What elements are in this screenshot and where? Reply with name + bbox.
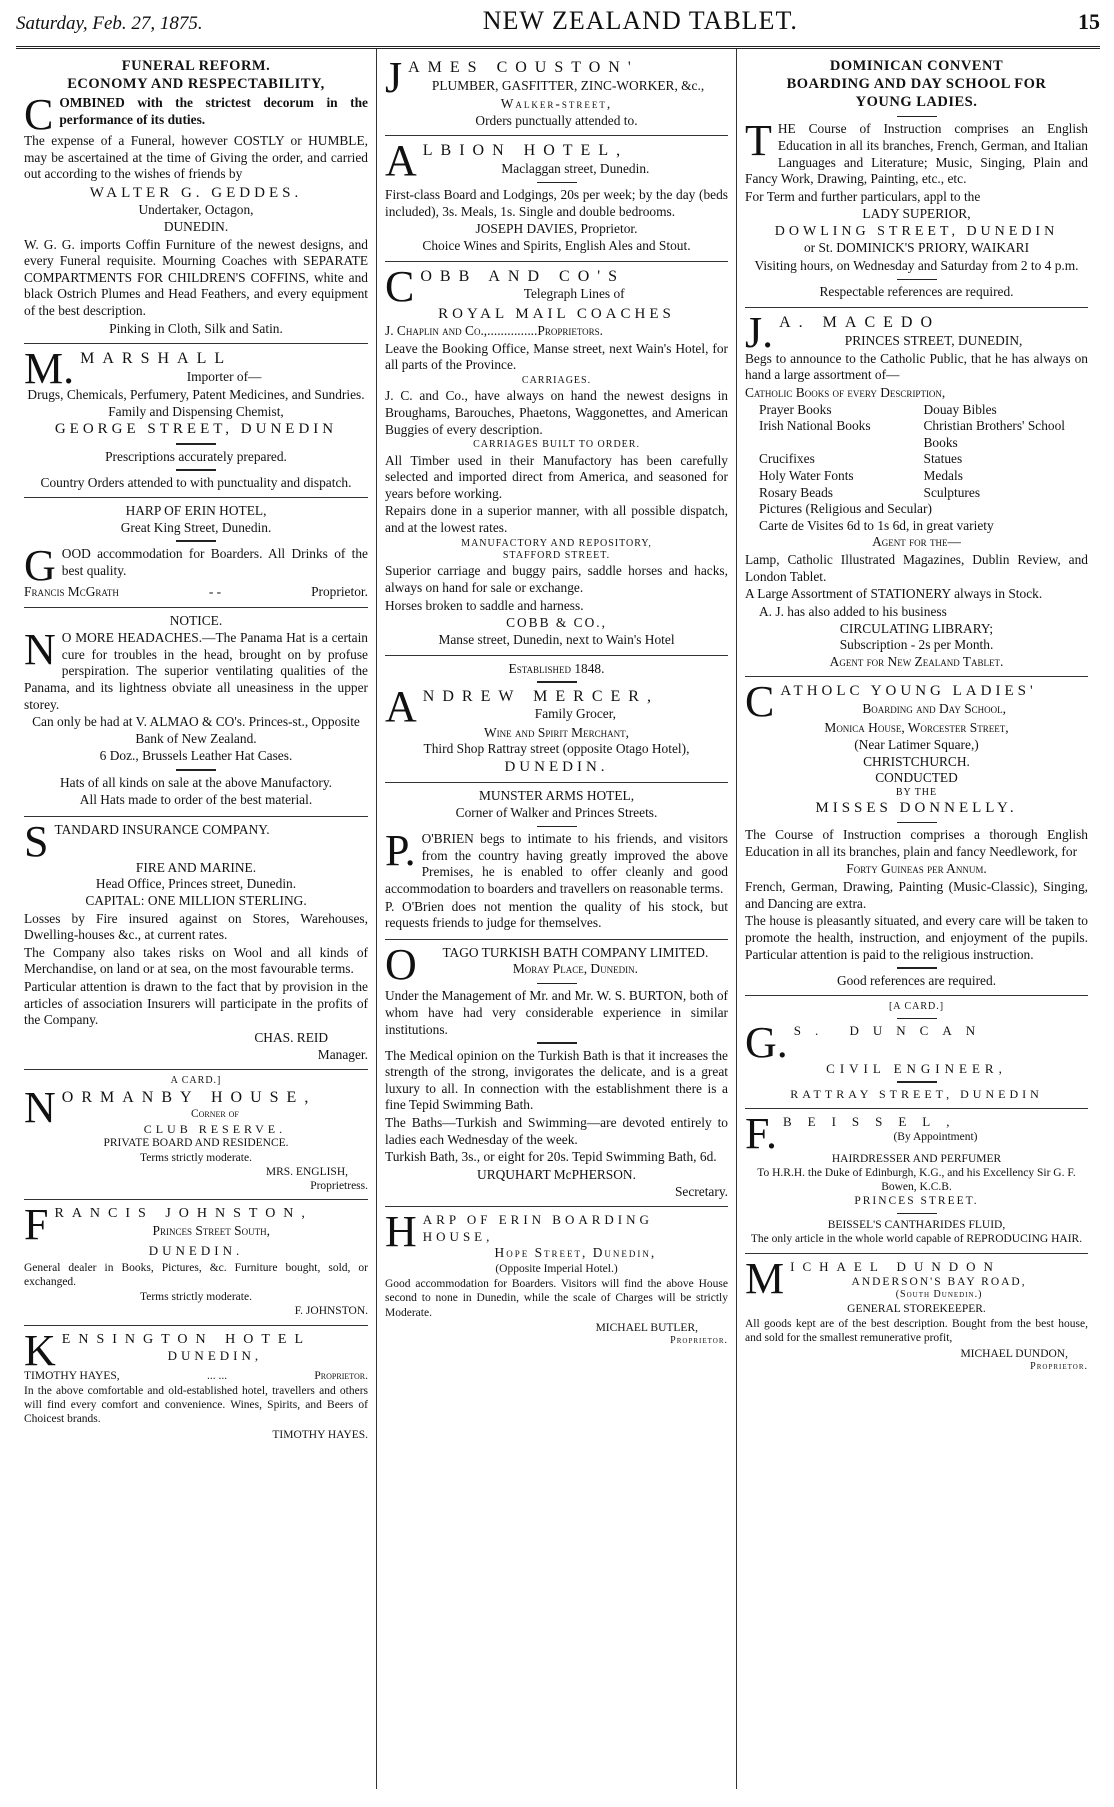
ad-line: (South Dunedin.) <box>895 1289 983 1301</box>
ad-turkish-bath <box>385 940 728 1207</box>
ad-line: HAIRDRESSER AND PERFUMER <box>831 1152 1002 1165</box>
ad-duncan <box>745 996 1088 1108</box>
ad-line: Undertaker, Octagon, <box>138 202 254 218</box>
ad-text: First-class Board and Lodgings, 20s per week; by the day (beds included), 3s. Meals, 1s. Single and double bedrooms. <box>385 187 728 219</box>
divider <box>537 1042 577 1044</box>
ad-signature: URQUHART McPHERSON. <box>477 1166 636 1182</box>
divider <box>176 443 216 445</box>
ad-text: Country Orders attended to with punctuality and dispatch. <box>40 474 352 490</box>
ad-line: ANDERSON'S BAY ROAD, <box>851 1276 1027 1289</box>
drop-cap: A <box>385 681 417 731</box>
ad-line: Pictures (Religious and Secular) <box>759 501 932 517</box>
issue-date: Saturday, Feb. 27, 1875. <box>16 13 203 34</box>
ad-text: HE Course of Instruction comprises an English Education in all its branches, French, German, and Italian Languages and Literature; Music, Singing, Plain and Fancy Work, Drawing, Painting, etc., etc. <box>745 121 1088 187</box>
ad-text: Terms strictly moderate. <box>140 1291 252 1304</box>
ad-text: Begs to announce to the Catholic Public, that he has always on hand a large assortment of— <box>745 350 1088 383</box>
ad-line: To H.R.H. the Duke of Edinburgh, K.G., and his Excellency Sir G. F. Bowen, K.C.B. <box>757 1166 1076 1194</box>
ad-heading: CARRIAGES. <box>521 375 592 387</box>
ad-title: NOTICE. <box>169 612 223 628</box>
divider <box>897 1081 937 1083</box>
ad-andrew-mercer <box>385 656 728 784</box>
divider <box>897 1018 937 1020</box>
drop-cap: N <box>24 1082 56 1132</box>
drop-cap: J <box>385 53 403 102</box>
ad-address: PRINCES STREET, DUNEDIN, <box>844 332 1023 348</box>
ad-line: Drugs, Chemicals, Perfumery, Patent Medicines, and Sundries. Family and Dispensing Chemist, <box>27 387 365 419</box>
ad-heading: Agent for the— <box>872 534 961 550</box>
ad-catholic-young-ladies <box>745 677 1088 996</box>
ad-line: DUNEDIN, <box>167 1347 263 1363</box>
ad-text: The Course of Instruction comprises a thorough English Education in all its branches, plain and fancy Needlework, for <box>745 827 1088 859</box>
ad-macedo <box>745 308 1088 678</box>
ad-line: PLUMBER, GASFITTER, ZINC-WORKER, &c., <box>431 77 705 93</box>
ad-role: Manager. <box>317 1046 368 1062</box>
ad-line: (Opposite Imperial Hotel.) <box>495 1262 618 1275</box>
ad-heading: CIRCULATING LIBRARY; <box>839 620 994 636</box>
ad-signature: COBB & CO., <box>506 615 607 631</box>
ad-text: Repairs done in a superior manner, with all possible dispatch, and at the lowest rates. <box>385 503 728 536</box>
drop-cap: N <box>24 625 56 675</box>
ad-heading: CARRIAGES BUILT TO ORDER. <box>473 439 640 451</box>
ad-text: Prescriptions accurately prepared. <box>105 448 287 464</box>
ad-normanby-house <box>24 1070 368 1200</box>
ad-name: NDREW MERCER, <box>422 687 659 705</box>
ad-text: W. G. G. imports Coffin Furniture of the newest designs, and every Funeral requisite. Mourning Coaches with SEPARATE COMPARTMENTS FOR CHILDREN'S COFFINS, white and black Ostrich Plumes and Head Feathers, and every equipment of the best description. <box>24 236 368 319</box>
ad-text: Hats of all kinds on sale at the above Manufactory. <box>59 774 333 790</box>
ad-name: BEISSEL, <box>782 1113 966 1129</box>
divider <box>176 540 216 542</box>
ad-title: DOMINICAN CONVENT <box>829 58 1004 74</box>
ad-name: ORMANBY HOUSE, <box>61 1088 317 1106</box>
ad-line: MISSES DONNELLY. <box>815 800 1018 817</box>
ad-text: Leave the Booking Office, Manse street, next Wain's Hotel, for all parts of the Province. <box>385 340 728 373</box>
ad-text: All goods kept are of the best description. Bought from the best house, and sold for the smallest remunerative profit, <box>745 1318 1088 1345</box>
ad-text: The Baths—Turkish and Swimming—are devoted entirely to ladies each Wednesday of the week. <box>385 1115 728 1147</box>
list-item: Statues <box>923 451 963 467</box>
divider <box>897 967 937 969</box>
ad-role: Proprietor. <box>1030 1360 1088 1372</box>
ad-standard-insurance <box>24 817 368 1070</box>
ad-text: Superior carriage and buggy pairs, saddle horses and hacks, always on hand for sale or exchange. <box>385 563 728 596</box>
ad-harp-boarding-house <box>385 1207 728 1353</box>
ad-address: Great King Street, Dunedin. <box>120 519 272 535</box>
ad-text: The house is pleasantly situated, and every care will be taken to promote the health, instruction, and enjoyment of the pupils. Particular attention is paid to the religious instruction. <box>745 913 1088 962</box>
ad-text: P. O'Brien does not mention the quality of his stock, but requests friends to judge for themselves. <box>385 898 728 931</box>
ad-title: BOARDING AND DAY SCHOOL FOR <box>786 75 1047 92</box>
ad-text: Forty Guineas per Annum. <box>846 861 987 877</box>
card-label: A CARD.] <box>170 1075 222 1087</box>
ad-text: 6 Doz., Brussels Leather Hat Cases. <box>99 748 293 764</box>
ad-line: DUNEDIN. <box>148 1243 244 1259</box>
dots: - - <box>208 583 222 599</box>
ad-text: The expense of a Funeral, however COSTLY or HUMBLE, may be ascertained at the time of Giving the order, and carried out according to the wishes of friends by <box>24 132 368 182</box>
ad-address: GEORGE STREET, DUNEDIN <box>54 421 338 438</box>
ad-text: J. C. and Co., have always on hand the newest designs in Broughams, Barouches, Phaetons, Waggonettes, and American Buggies of every description. <box>385 388 728 437</box>
ad-james-couston <box>385 53 728 136</box>
ad-title: YOUNG LADIES. <box>855 93 978 110</box>
ad-albion-hotel <box>385 136 728 261</box>
ad-signature: TIMOTHY HAYES. <box>272 1428 368 1441</box>
ad-line: (Near Latimer Square,) <box>854 736 979 752</box>
ad-text: Can only be had at V. ALMAO & CO's. Princes-st., Opposite Bank of New Zealand. <box>32 714 360 746</box>
drop-cap: M. <box>24 344 75 394</box>
ad-line: DUNEDIN. <box>163 218 229 234</box>
columns <box>16 49 1100 1789</box>
ad-line: or St. DOMINICK'S PRIORY, WAIKARI <box>803 240 1030 256</box>
ad-name: ICHAEL DUNDON <box>790 1258 1001 1274</box>
drop-cap: C <box>385 261 415 311</box>
list-item: Holy Water Fonts <box>759 468 854 484</box>
list-item: Christian Brothers' School Books <box>923 418 1066 450</box>
ad-line: Corner of <box>190 1108 239 1121</box>
ad-text: O MORE HEADACHES.—The Panama Hat is a certain cure for troubles in the head, brought on by profuse perspiration. The superior ventilating qualities of the Panama, and its lightness obviate all uneasiness in the upper storey. <box>24 630 368 712</box>
ad-text: Under the Management of Mr. and Mr. W. S. BURTON, both of whom have had very considerable experience in similar institutions. <box>385 988 728 1037</box>
drop-cap: F. <box>745 1108 777 1158</box>
ad-harp-of-erin <box>24 498 368 607</box>
ad-francis-johnston <box>24 1200 368 1325</box>
ad-name: LBION HOTEL, <box>422 142 629 160</box>
ad-line: Monica House, Worcester Street, <box>824 720 1009 736</box>
ad-name: ENSINGTON HOTEL <box>61 1331 312 1347</box>
divider <box>176 469 216 471</box>
ad-text: Pinking in Cloth, Silk and Satin. <box>109 320 283 336</box>
ad-line: PRIVATE BOARD AND RESIDENCE. <box>103 1137 289 1150</box>
ad-text: A Large Assortment of STATIONERY always in Stock. <box>745 586 1043 602</box>
ad-munster-arms <box>385 783 728 939</box>
ad-text: All Hats made to order of the best material. <box>79 792 313 808</box>
ad-line: RATTRAY STREET, DUNEDIN <box>790 1086 1043 1101</box>
ad-line: CIVIL ENGINEER, <box>826 1061 1007 1077</box>
ad-line: DOWLING STREET, DUNEDIN <box>774 224 1059 240</box>
divider <box>537 182 577 184</box>
newspaper-title: NEW ZEALAND TABLET. <box>482 6 798 35</box>
ad-lead: OMBINED with the strictest decorum in the performance of its duties. <box>59 94 368 127</box>
ad-line: Terms strictly moderate. <box>140 1151 252 1164</box>
ad-line: Third Shop Rattray street (opposite Otago Hotel), <box>423 741 690 757</box>
ad-marshall <box>24 344 368 498</box>
ad-heading: Catholic Books of every Description, <box>745 384 946 400</box>
ad-line: Orders punctually attended to. <box>475 112 638 128</box>
ad-line: Importer of— <box>186 369 262 385</box>
ad-heading: MANUFACTORY AND REPOSITORY, <box>461 537 652 549</box>
ad-line: Walker-street, <box>500 96 613 111</box>
ad-signature: F. JOHNSTON. <box>294 1305 368 1318</box>
ad-text: Good references are required. <box>836 972 997 988</box>
ad-notice <box>24 608 368 817</box>
drop-cap: G <box>24 540 56 590</box>
proprietor-name: TIMOTHY HAYES, <box>24 1369 120 1382</box>
divider <box>176 769 216 771</box>
drop-cap: F <box>24 1200 49 1250</box>
ad-text: Good accommodation for Boarders. Visitors will find the above House second to none in Dunedin, while the scale of Charges will be strictly Moderate. <box>385 1278 728 1319</box>
ad-beissel <box>745 1109 1088 1254</box>
ad-cobb-and-co <box>385 262 728 656</box>
ad-text: For Term and further particulars, appl to the <box>745 188 981 204</box>
ad-subtitle: FIRE AND MARINE. <box>135 859 257 875</box>
drop-cap: J. <box>745 307 774 357</box>
page-number: 15 <box>1078 9 1100 34</box>
ad-line: CLUB RESERVE. <box>143 1121 287 1136</box>
ad-text: Choice Wines and Spirits, English Ales and Stout. <box>422 237 691 253</box>
drop-cap: T <box>745 116 772 166</box>
ad-text: General dealer in Books, Pictures, &c. Furniture bought, sold, or exchanged. <box>24 1261 368 1288</box>
ad-michael-dundon <box>745 1254 1088 1380</box>
divider <box>537 983 577 985</box>
ad-text: O'BRIEN begs to intimate to his friends, and visitors from the country having greatly improved the above Premises, he is enabled to offer cleanly and good accommodation to boarders and travellers on reasonable terms. <box>385 831 728 896</box>
ad-line: CHRISTCHURCH. <box>863 753 970 769</box>
ad-line: The only article in the whole world capable of REPRODUCING HAIR. <box>750 1233 1083 1246</box>
ad-line: Wine and Spirit Merchant, <box>484 724 629 740</box>
list-item: Medals <box>923 468 963 484</box>
ad-text: The Medical opinion on the Turkish Bath is that it increases the strength of the strong, invigorates the delicate, and is a great luxury to all. In connection with the establishment there is a fine Tepid Swimming Bath. <box>385 1047 728 1113</box>
ad-name: ARP OF ERIN BOARDING HOUSE, <box>422 1212 653 1244</box>
ad-text: French, German, Drawing, Painting (Music-Classic), Singing, and Dancing are extra. <box>745 879 1088 911</box>
ad-signature: CHAS. REID <box>254 1029 328 1045</box>
ad-line: LADY SUPERIOR, <box>862 206 971 222</box>
ad-text: OOD accommodation for Boarders. All Drinks of the best quality. <box>61 545 368 578</box>
ad-line: CAPITAL: ONE MILLION STERLING. <box>85 893 307 909</box>
divider <box>897 822 937 824</box>
ad-title: MUNSTER ARMS HOTEL, <box>478 788 635 804</box>
ad-title: HARP OF ERIN HOTEL, <box>125 503 267 519</box>
ad-text: Particular attention is drawn to the fact that by provision in the articles of association Insurers will participate in the profits of the Company. <box>24 979 368 1028</box>
ad-role: Proprietress. <box>310 1180 368 1193</box>
drop-cap: S <box>24 816 49 866</box>
drop-cap: G. <box>745 1018 788 1068</box>
drop-cap: K <box>24 1325 56 1375</box>
page-header <box>16 6 1100 49</box>
ad-name: RANCIS JOHNSTON, <box>54 1206 313 1222</box>
ad-line: BY THE <box>895 786 938 798</box>
ad-line: (By Appointment) <box>893 1131 978 1144</box>
ad-subtitle: ECONOMY AND RESPECTABILITY, <box>67 75 325 92</box>
card-label: [A CARD.] <box>888 1001 945 1013</box>
ad-line: CONDUCTED <box>875 770 958 786</box>
ad-line: Corner of Walker and Princes Streets. <box>455 805 658 821</box>
ad-line: Family Grocer, <box>534 706 617 722</box>
item-list <box>745 402 1088 502</box>
ad-line: Head Office, Princes street, Dunedin. <box>95 876 297 892</box>
drop-cap: M <box>745 1253 785 1303</box>
ad-line: GENERAL STOREKEEPER. <box>847 1302 986 1315</box>
ad-kensington-hotel <box>24 1326 368 1448</box>
ad-signature: MICHAEL BUTLER, <box>595 1321 698 1334</box>
ad-text: Turkish Bath, 3s., or eight for 20s. Tepid Swimming Bath, 6d. <box>385 1149 717 1165</box>
ad-name: AMES COUSTON' <box>408 59 639 76</box>
ad-line: Princes Street South, <box>152 1222 270 1238</box>
ad-name: A. MACEDO <box>779 313 941 331</box>
ad-title: TANDARD INSURANCE COMPANY. <box>54 821 270 837</box>
ad-text: Respectable references are required. <box>819 284 1014 300</box>
ad-text: Manse street, Dunedin, next to Wain's Hotel <box>438 631 675 647</box>
drop-cap: O <box>385 939 417 989</box>
ad-title: TAGO TURKISH BATH COMPANY LIMITED. <box>442 944 709 960</box>
ad-text: Lamp, Catholic Illustrated Magazines, Dublin Review, and London Tablet. <box>745 552 1088 584</box>
column-1 <box>16 49 376 1789</box>
ad-title: FUNERAL REFORM. <box>121 58 271 74</box>
ad-name: MARSHALL <box>80 350 233 368</box>
list-item: Rosary Beads <box>759 484 834 500</box>
column-2 <box>376 49 736 1789</box>
ad-signature: MICHAEL DUNDON, <box>960 1347 1068 1360</box>
ad-text: The Company also takes risks on Wool and all kinds of Merchandise, on land or at sea, on the most favourable terms. <box>24 944 368 977</box>
ad-dominican-convent <box>745 53 1088 308</box>
ad-established: Established 1848. <box>508 660 605 676</box>
ad-text: All Timber used in their Manufactory has been carefully selected and imported direct from America, and seasoned for years before working. <box>385 452 728 501</box>
ad-text: Visiting hours, on Wednesday and Saturday from 2 to 4 p.m. <box>754 258 1079 274</box>
ad-line: Boarding and Day School, <box>862 700 1006 716</box>
ad-line: J. Chaplin and Co.,...............Proprietors. <box>385 323 604 339</box>
proprietor-name: Francis McGrath <box>24 583 119 599</box>
list-item: Douay Bibles <box>923 401 997 417</box>
list-item: Sculptures <box>923 484 981 500</box>
drop-cap: C <box>745 677 775 727</box>
ad-line: Moray Place, Dunedin. <box>512 961 638 977</box>
proprietor-role: Proprietor. <box>311 583 368 599</box>
ad-text: Losses by Fire insured against on Stores, Warehouses, Dwelling-houses &c., at current rates. <box>24 910 368 943</box>
ad-name: S. DUNCAN <box>793 1023 990 1039</box>
ad-text: Subscription - 2s per Month. <box>839 637 994 653</box>
ad-line: ROYAL MAIL COACHES <box>438 305 675 322</box>
list-item: Irish National Books <box>759 418 871 434</box>
drop-cap: A <box>385 136 417 186</box>
ad-text: Horses broken to saddle and harness. <box>385 597 584 613</box>
drop-cap: C <box>24 89 54 139</box>
ad-line: Telegraph Lines of <box>523 286 625 302</box>
ad-line: Maclaggan street, Dunedin. <box>501 161 650 177</box>
ad-funeral-reform <box>24 53 368 344</box>
divider <box>897 1213 937 1215</box>
ad-text: Agent for New Zealand Tablet. <box>829 653 1004 669</box>
ad-line: PRINCES STREET. <box>854 1195 979 1208</box>
drop-cap: H <box>385 1207 417 1257</box>
ad-text: In the above comfortable and old-established hotel, travellers and others will find every comfort and convenience. Wines, Spirits, and Beers of Choicest brands. <box>24 1384 368 1426</box>
ad-title: ATHOLC YOUNG LADIES' <box>780 683 1037 700</box>
ad-text: A. J. has also added to his business <box>759 603 947 619</box>
ad-line: BEISSEL'S CANTHARIDES FLUID, <box>827 1219 1006 1232</box>
ad-name: OBB AND CO'S <box>420 267 626 285</box>
ad-signature: JOSEPH DAVIES, Proprietor. <box>475 221 638 237</box>
divider <box>537 681 577 683</box>
ad-line: Carte de Visites 6d to 1s 6d, in great variety <box>759 517 994 533</box>
drop-cap: P. <box>385 826 416 876</box>
dots: ... ... <box>206 1369 228 1382</box>
list-item: Crucifixes <box>759 451 815 467</box>
ad-heading: STAFFORD STREET. <box>502 550 611 562</box>
list-item: Prayer Books <box>759 401 832 417</box>
ad-role: Secretary. <box>674 1183 728 1199</box>
ad-name: WALTER G. GEDDES. <box>89 184 303 201</box>
divider <box>897 279 937 281</box>
ad-line: DUNEDIN. <box>504 758 609 775</box>
divider <box>537 826 577 828</box>
ad-signature: MRS. ENGLISH, <box>265 1165 348 1178</box>
ad-role: Proprietor. <box>670 1335 728 1347</box>
column-3 <box>736 49 1096 1789</box>
ad-line: Hope Street, Dunedin, <box>494 1245 657 1261</box>
divider <box>897 116 937 118</box>
proprietor-role: Proprietor. <box>314 1369 368 1382</box>
